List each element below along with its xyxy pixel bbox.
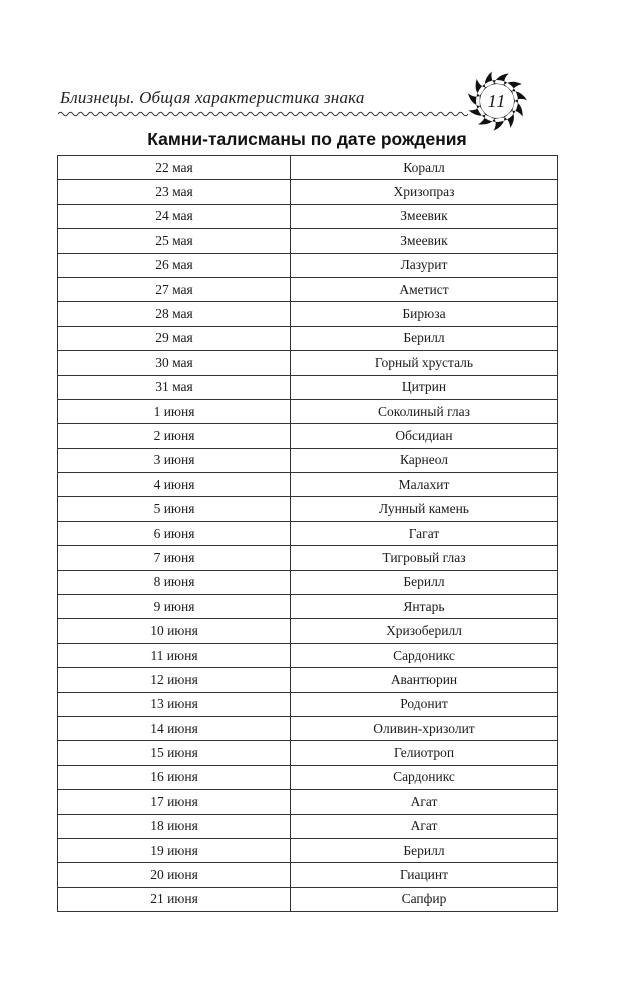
birth-date-cell: 23 мая: [58, 180, 291, 204]
birth-date-cell: 28 мая: [58, 302, 291, 326]
birth-date-cell: 29 мая: [58, 326, 291, 350]
talisman-stone-cell: Сапфир: [291, 887, 558, 911]
birth-date-cell: 20 июня: [58, 863, 291, 887]
table-row: [58, 497, 558, 521]
table-row: [58, 716, 558, 740]
talisman-stone-cell: Агат: [291, 814, 558, 838]
talisman-stones-table: [57, 155, 558, 912]
birth-date-cell: 2 июня: [58, 424, 291, 448]
wavy-divider-rule: [58, 110, 468, 118]
talisman-stone-cell: Тигровый глаз: [291, 546, 558, 570]
table-row: [58, 765, 558, 789]
birth-date-cell: 18 июня: [58, 814, 291, 838]
table-row: [58, 546, 558, 570]
table-row: [58, 570, 558, 594]
table-row: [58, 229, 558, 253]
table-row: [58, 521, 558, 545]
talisman-stone-cell: Гиацинт: [291, 863, 558, 887]
talisman-stone-cell: Аметист: [291, 277, 558, 301]
birth-date-cell: 10 июня: [58, 619, 291, 643]
birth-date-cell: 17 июня: [58, 790, 291, 814]
birth-date-cell: 6 июня: [58, 521, 291, 545]
table-row: [58, 887, 558, 911]
table-row: [58, 692, 558, 716]
birth-date-cell: 9 июня: [58, 595, 291, 619]
birth-date-cell: 30 мая: [58, 351, 291, 375]
talisman-stone-cell: Змеевик: [291, 204, 558, 228]
birth-date-cell: 24 мая: [58, 204, 291, 228]
table-row: [58, 326, 558, 350]
talisman-stone-cell: Бирюза: [291, 302, 558, 326]
table-row: [58, 473, 558, 497]
table-row: [58, 668, 558, 692]
table-row: [58, 204, 558, 228]
birth-date-cell: 19 июня: [58, 838, 291, 862]
birth-date-cell: 14 июня: [58, 716, 291, 740]
table-row: [58, 424, 558, 448]
birth-date-cell: 26 мая: [58, 253, 291, 277]
birth-date-cell: 25 мая: [58, 229, 291, 253]
talisman-stone-cell: Родонит: [291, 692, 558, 716]
table-row: [58, 351, 558, 375]
talisman-stone-cell: Хризоберилл: [291, 619, 558, 643]
talisman-stone-cell: Гагат: [291, 521, 558, 545]
birth-date-cell: 27 мая: [58, 277, 291, 301]
birth-date-cell: 12 июня: [58, 668, 291, 692]
page-number: 11: [487, 91, 507, 111]
birth-date-cell: 21 июня: [58, 887, 291, 911]
birth-date-cell: 13 июня: [58, 692, 291, 716]
birth-date-cell: 7 июня: [58, 546, 291, 570]
talisman-stone-cell: Горный хрусталь: [291, 351, 558, 375]
birth-date-cell: 22 мая: [58, 156, 291, 180]
talisman-stone-cell: Сардоникс: [291, 765, 558, 789]
table-row: [58, 448, 558, 472]
table-row: [58, 863, 558, 887]
table-row: [58, 399, 558, 423]
talisman-stone-cell: Коралл: [291, 156, 558, 180]
birth-date-cell: 15 июня: [58, 741, 291, 765]
table-row: [58, 741, 558, 765]
talisman-stone-cell: Оливин-хризолит: [291, 716, 558, 740]
table-row: [58, 814, 558, 838]
talisman-stone-cell: Лазурит: [291, 253, 558, 277]
table-row: [58, 253, 558, 277]
birth-date-cell: 16 июня: [58, 765, 291, 789]
birth-date-cell: 11 июня: [58, 643, 291, 667]
table-row: [58, 838, 558, 862]
birth-date-cell: 8 июня: [58, 570, 291, 594]
table-row: [58, 180, 558, 204]
table-body: [58, 156, 558, 912]
talisman-stone-cell: Лунный камень: [291, 497, 558, 521]
talisman-stone-cell: Цитрин: [291, 375, 558, 399]
running-header-title: Близнецы. Общая характеристика знака: [60, 88, 365, 107]
birth-date-cell: 3 июня: [58, 448, 291, 472]
talisman-stone-cell: Агат: [291, 790, 558, 814]
talisman-stone-cell: Гелиотроп: [291, 741, 558, 765]
birth-date-cell: 31 мая: [58, 375, 291, 399]
table-row: [58, 375, 558, 399]
talisman-stone-cell: Берилл: [291, 570, 558, 594]
talisman-stone-cell: Берилл: [291, 326, 558, 350]
talisman-stone-cell: Берилл: [291, 838, 558, 862]
talisman-stone-cell: Сардоникс: [291, 643, 558, 667]
table-row: [58, 302, 558, 326]
table-row: [58, 790, 558, 814]
talisman-stone-cell: Малахит: [291, 473, 558, 497]
talisman-stone-cell: Хризопраз: [291, 180, 558, 204]
table-row: [58, 156, 558, 180]
talisman-stone-cell: Соколиный глаз: [291, 399, 558, 423]
talisman-stone-cell: Обсидиан: [291, 424, 558, 448]
talisman-stone-cell: Янтарь: [291, 595, 558, 619]
talisman-stone-cell: Змеевик: [291, 229, 558, 253]
table-row: [58, 277, 558, 301]
birth-date-cell: 5 июня: [58, 497, 291, 521]
talisman-stone-cell: Карнеол: [291, 448, 558, 472]
birth-date-cell: 4 июня: [58, 473, 291, 497]
birth-date-cell: 1 июня: [58, 399, 291, 423]
table-row: [58, 595, 558, 619]
table-row: [58, 619, 558, 643]
table-title: Камни-талисманы по дате рождения: [147, 129, 467, 149]
table-row: [58, 643, 558, 667]
talisman-stone-cell: Авантюрин: [291, 668, 558, 692]
